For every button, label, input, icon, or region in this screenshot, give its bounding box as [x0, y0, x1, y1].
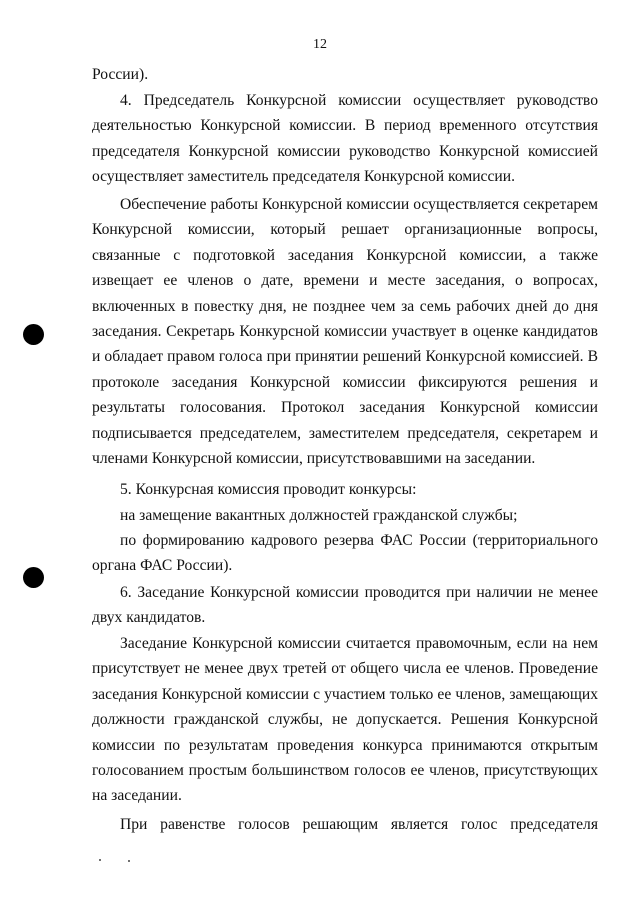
paragraph-continuation: России). [92, 66, 149, 83]
page-number: 12 [313, 37, 327, 52]
scan-speck [99, 859, 101, 861]
paragraph-item-5: 5. Конкурсная комиссия проводит конкурсы: [120, 481, 417, 498]
paragraph-quorum: Заседание Конкурсной комиссии считается правомочным, если на нем присутствует не менее двух третей от общего числа ее членов. Проведение заседания Конкурсной комиссии с участием только ее членов, замещающих должности гражданской службы, не допускается. Решения Конкурсной комиссии по результатам проведения конкурса принимаются открытым голосованием простым большинством голосов ее членов, присутствующих на заседании. [92, 635, 598, 805]
binder-hole-mark [23, 567, 44, 588]
paragraph-item-6: 6. Заседание Конкурсной комиссии проводится при наличии не менее двух кандидатов. [92, 584, 598, 627]
binder-hole-mark [23, 324, 44, 345]
paragraph-secretary-duties: Обеспечение работы Конкурсной комиссии осуществляется секретарем Конкурсной комиссии, который решает организационные вопросы, связанные с подготовкой заседания Конкурсной комиссии, а также извещает ее членов о дате, времени и месте заседания, о вопросах, включенных в повестку дня, не позднее чем за семь рабочих дней до дня заседания. Секретарь Конкурсной комиссии участвует в оценке кандидатов и обладает правом голоса при принятии решений Конкурсной комиссией. В протоколе заседания Конкурсной комиссии фиксируются решения и результаты голосования. Протокол заседания Конкурсной комиссии подписывается председателем, заместителем председателя, секретарем и членами Конкурсной комиссии, присутствовавшими на заседании. [92, 196, 598, 468]
paragraph-vacancy-contest: на замещение вакантных должностей гражданской службы; [120, 507, 518, 524]
scan-speck [128, 860, 130, 862]
paragraph-item-4: 4. Председатель Конкурсной комиссии осуществляет руководство деятельностью Конкурсной комиссии. В период временного отсутствия председателя Конкурсной комиссии руководство Конкурсной комиссией осуществляет заместитель председателя Конкурсной комиссии. [92, 92, 598, 186]
paragraph-tie-vote: При равенстве голосов решающим является голос председателя [120, 816, 598, 833]
paragraph-reserve-contest: по формированию кадрового резерва ФАС России (территориального органа ФАС России). [92, 532, 598, 575]
